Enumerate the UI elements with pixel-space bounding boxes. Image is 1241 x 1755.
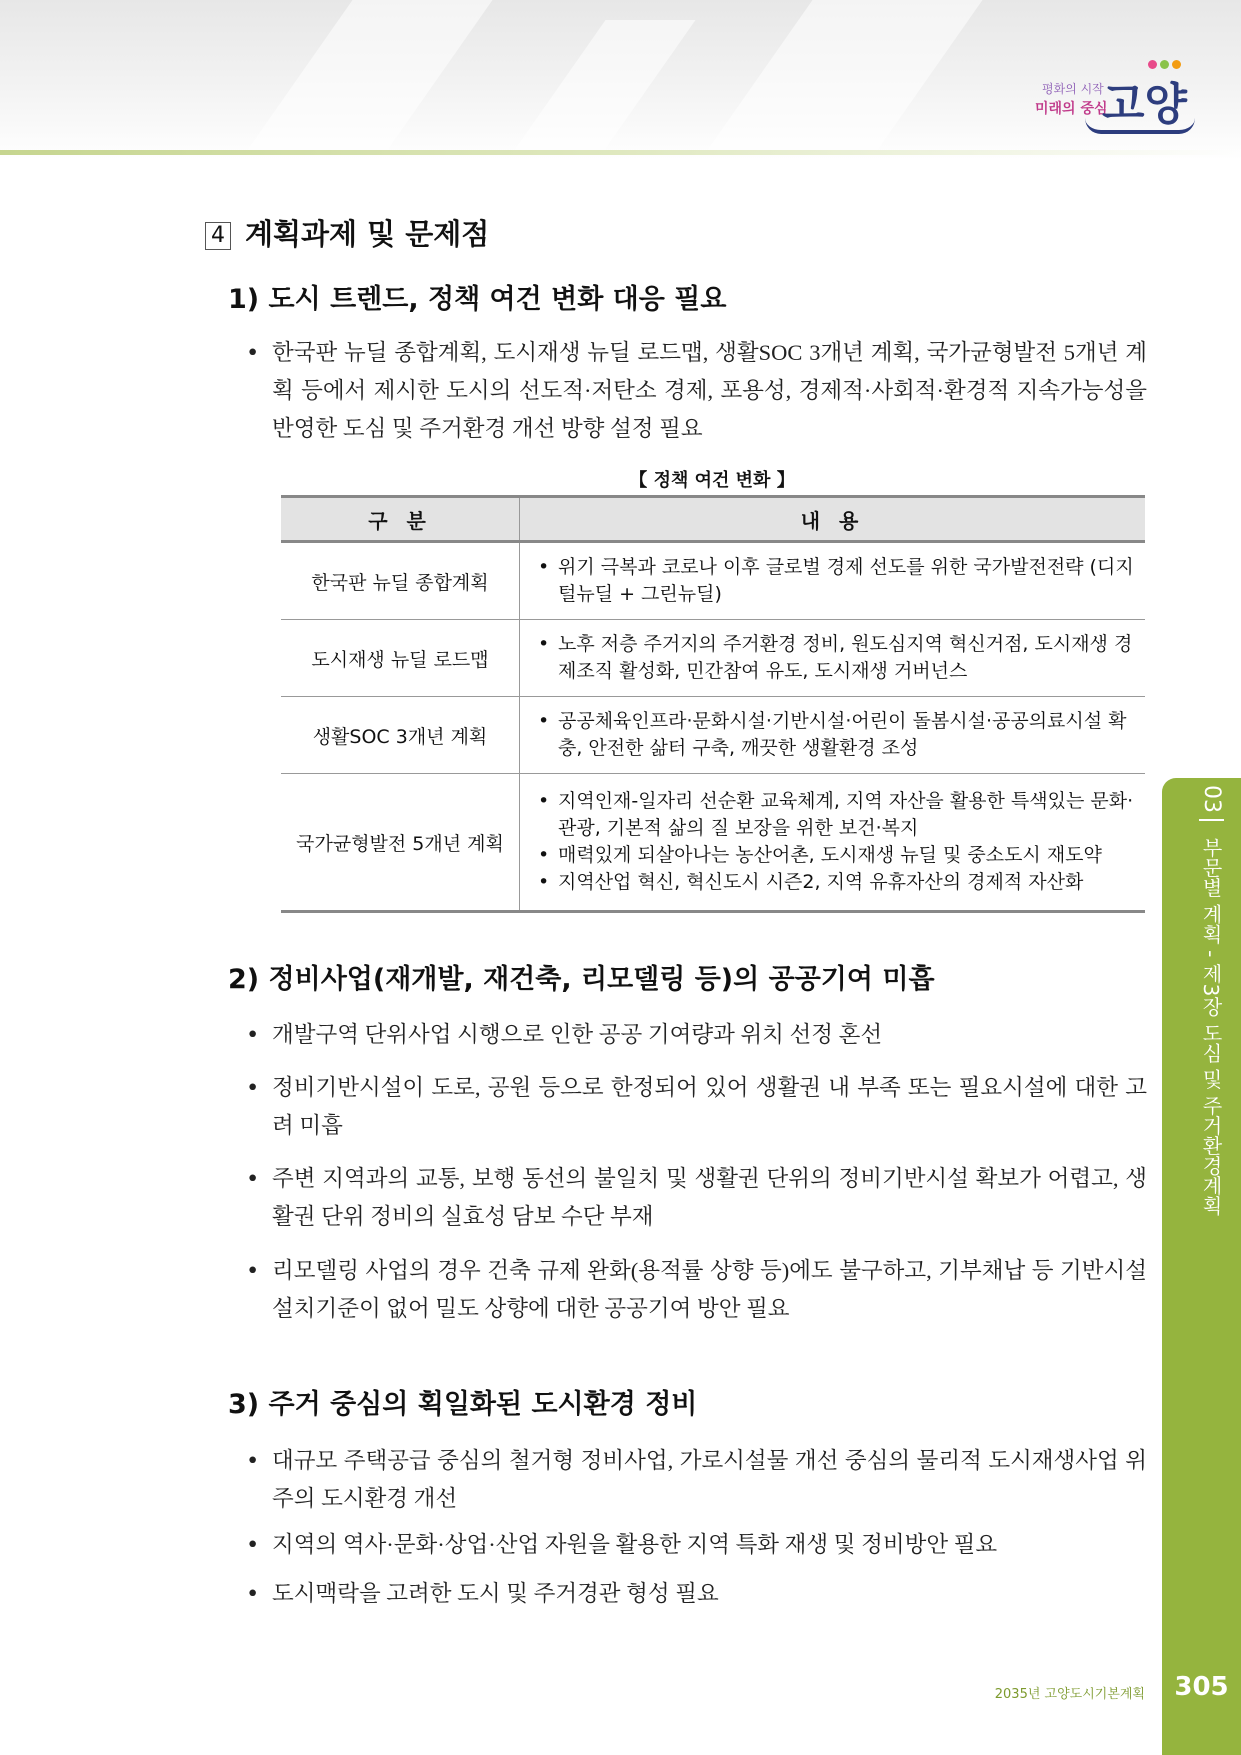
table-header-content: 내 용 xyxy=(520,497,1146,542)
chapter-side-label xyxy=(1180,785,1226,1216)
subsection-2-bullet: • 정비기반시설이 도로, 공원 등으로 한정되어 있어 생활권 내 부족 또는 필요시설에 대한 고려 미흡 xyxy=(272,1069,1147,1145)
table-row xyxy=(281,697,1145,774)
table-row xyxy=(281,774,1145,912)
subsection-1-title: 1) 도시 트렌드, 정책 여건 변화 대응 필요 xyxy=(228,284,727,315)
subsection-2-title: 2) 정비사업(재개발, 재건축, 리모델링 등)의 공공기여 미흡 xyxy=(228,964,935,995)
subsection-3-bullet: • 지역의 역사·문화·상업·산업 자원을 활용한 지역 특화 재생 및 정비방안 필요 xyxy=(272,1526,1147,1564)
subsection-3-bullet: • 도시맥락을 고려한 도시 및 주거경관 형성 필요 xyxy=(272,1575,1147,1613)
chapter-number: 03 xyxy=(1199,785,1224,821)
logo-wordmark: 고양 xyxy=(1102,79,1188,130)
footer-document-title: 2035년 고양도시기본계획 xyxy=(994,1687,1145,1702)
subsection-1-bullet: • 한국판 뉴딜 종합계획, 도시재생 뉴딜 로드맵, 생활SOC 3개년 계획, 국가균형발전 5개년 계획 등에서 제시한 도시의 선도적·저탄소 경제, 포용성, 경제적·사회적·환경적 지속가능성을 반영한 도심 및 주거환경 개선 방향 설정 필요 xyxy=(272,334,1147,448)
subsection-2-bullet: • 개발구역 단위사업 시행으로 인한 공공 기여량과 위치 선정 혼선 xyxy=(272,1016,1147,1054)
table-header-row xyxy=(281,497,1145,542)
logo-swoosh-icon xyxy=(1085,118,1195,134)
table-caption: 【 정책 여건 변화 】 xyxy=(629,470,795,491)
section-title: 계획과제 및 문제점 xyxy=(245,217,490,251)
goyang-logo xyxy=(1030,50,1190,135)
row-item: • 공공체육인프라·문화시설·기반시설·어린이 돌봄시설·공공의료시설 확충, 안전한 삶터 구축, 깨끗한 생활환경 조성 xyxy=(534,708,1139,762)
subsection-2-bullet: • 주변 지역과의 교통, 보행 동선의 불일치 및 생활권 단위의 정비기반시설 확보가 어렵고, 생활권 단위 정비의 실효성 담보 수단 부재 xyxy=(272,1160,1147,1236)
row-item: • 지역산업 혁신, 혁신도시 시즌2, 지역 유휴자산의 경제적 자산화 xyxy=(534,869,1139,896)
row-item: • 위기 극복과 코로나 이후 글로벌 경제 선도를 위한 국가발전전략 (디지털뉴딜 + 그린뉴딜) xyxy=(534,554,1139,608)
subsection-2-bullet: • 리모델링 사업의 경우 건축 규제 완화(용적률 상향 등)에도 불구하고, 기부채납 등 기반시설 설치기준이 없어 밀도 상향에 대한 공공기여 방안 필요 xyxy=(272,1252,1147,1328)
logo-tagline-2: 미래의 중심 xyxy=(1035,101,1108,117)
page-number: 305 xyxy=(1174,1672,1229,1702)
row-item: • 지역인재-일자리 선순환 교육체계, 지역 자산을 활용한 특색있는 문화·관광, 기본적 삶의 질 보장을 위한 보건·복지 xyxy=(534,788,1139,842)
subsection-3-title: 3) 주거 중심의 획일화된 도시환경 정비 xyxy=(228,1389,698,1420)
row-label: 도시재생 뉴딜 로드맵 xyxy=(281,620,520,697)
row-item: • 노후 저층 주거지의 주거환경 정비, 원도심지역 혁신거점, 도시재생 경제조직 활성화, 민간참여 유도, 도시재생 거버넌스 xyxy=(534,631,1139,685)
row-label: 한국판 뉴딜 종합계획 xyxy=(281,542,520,620)
section-number-box: 4 xyxy=(205,222,231,250)
row-label: 생활SOC 3개년 계획 xyxy=(281,697,520,774)
table-row xyxy=(281,620,1145,697)
subsection-3-bullet: • 대규모 주택공급 중심의 철거형 정비사업, 가로시설물 개선 중심의 물리적 도시재생사업 위주의 도시환경 개선 xyxy=(272,1442,1147,1518)
row-label: 국가균형발전 5개년 계획 xyxy=(281,774,520,912)
policy-change-table xyxy=(281,495,1145,913)
section-heading xyxy=(205,212,489,253)
logo-tagline-1: 평화의 시작 xyxy=(1042,82,1104,96)
table-row xyxy=(281,542,1145,620)
chapter-title: 부문별 계획 - 제3장 도심 및 주거환경계획 xyxy=(1199,837,1223,1216)
header-accent-line xyxy=(0,150,1241,155)
row-item: • 매력있게 되살아나는 농산어촌, 도시재생 뉴딜 및 중소도시 재도약 xyxy=(534,842,1139,869)
table-header-category: 구 분 xyxy=(281,497,520,542)
